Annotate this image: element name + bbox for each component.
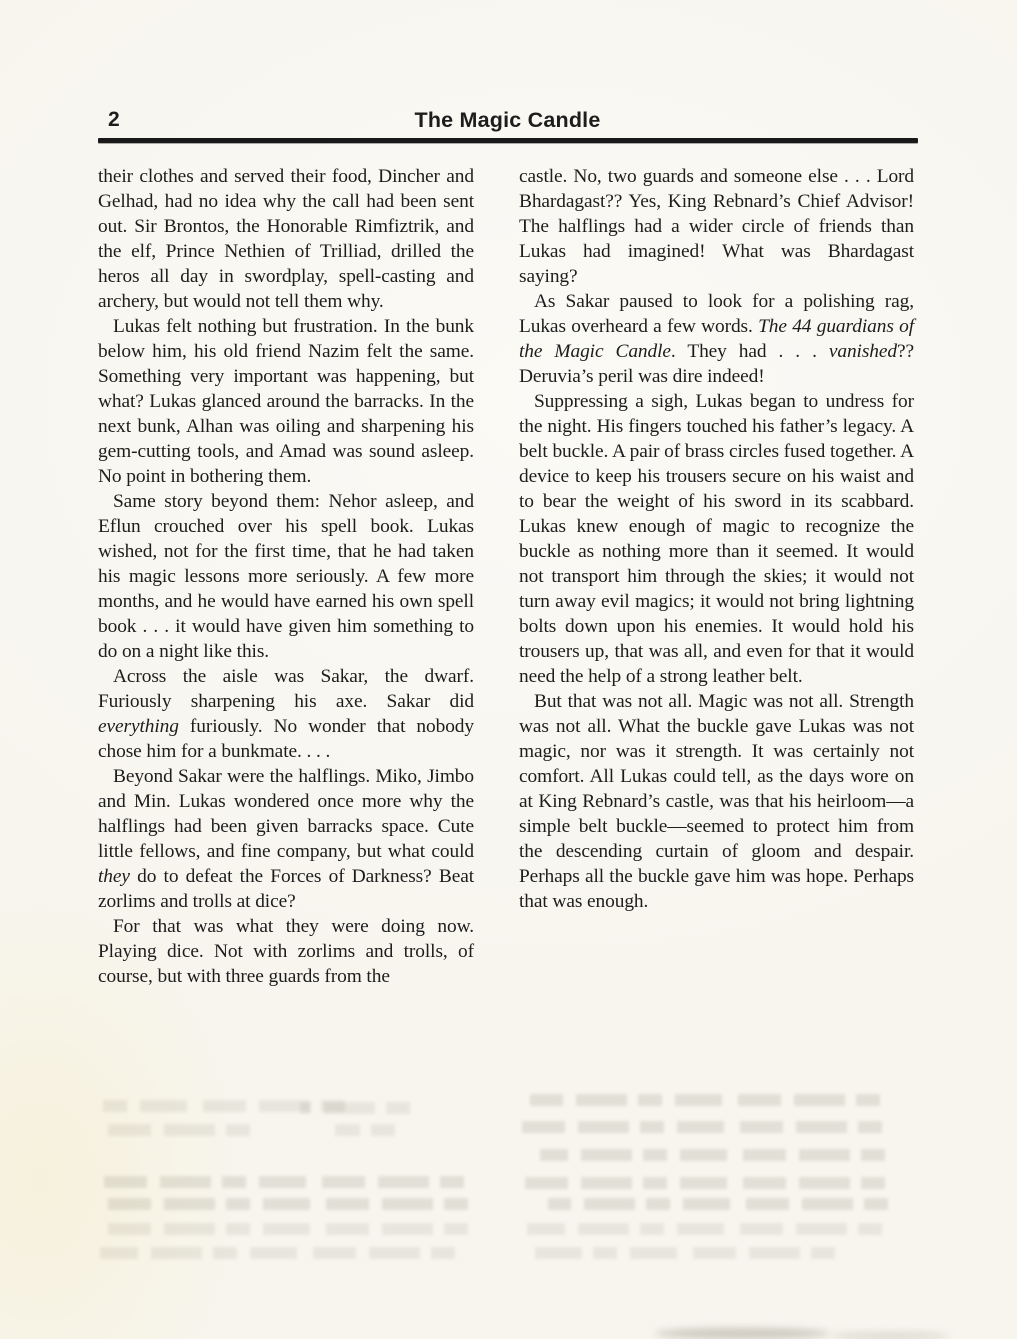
right-column (519, 164, 914, 989)
header-rule (98, 138, 918, 143)
scan-smudge (830, 1332, 950, 1339)
paragraph: Same story beyond them: Nehor asleep, and Eflun crouched over his spell book. Lukas wished, not for the first time, that he had taken his magic lessons more seriously. A few more months, and he would have earned his own spell book . . . it would have given him something to do on a night like this. (98, 491, 474, 662)
paragraph: But that was not all. Magic was not all. Strength was not all. What the buckle gave Lukas was not magic, nor was it strength. It was certainly not comfort. All Lukas could tell, as the days wore on at King Rebnard’s castle, was that his heirloom—a simple belt buckle—seemed to protect him from the descending curtain of gloom and despair. Perhaps all the buckle gave him was hope. Perhaps that was enough. (519, 691, 914, 912)
paragraph: their clothes and served their food, Dincher and Gelhad, had no idea why the call had been sent out. Sir Brontos, the Honorable Rimfiztrik, and the elf, Prince Nethien of Trilliad, drilled the heros all day in swordplay, spell-casting and archery, but would not tell them why. (98, 166, 474, 312)
paragraph: Suppressing a sigh, Lukas began to undress for the night. His fingers touched his father’s legacy. A belt buckle. A pair of brass circles fused together. A device to keep his trousers secure on his waist and to bear the weight of his sword in its scabbard. Lukas knew enough of magic to recognize the buckle as nothing more than it seemed. It would not transport him through the skies; it would not turn away evil magics; it would not bring lightning bolts down upon his enemies. It would hold his trousers up, that was all, and even for that it would need the help of a strong leather belt. (519, 391, 914, 687)
paragraph: Beyond Sakar were the halflings. Miko, Jimbo and Min. Lukas wondered once more why the halflings had been given barracks space. Cute little fellows, and fine company, but what could they do to defeat the Forces of Darkness? Beat zorlims and trolls at dice? (98, 766, 474, 912)
text-columns (98, 164, 914, 989)
page-number: 2 (108, 108, 120, 131)
paragraph: Lukas felt nothing but frustration. In the bunk below him, his old friend Nazim felt the same. Something very important was happening, but what? Lukas glanced around the barracks. In the next bunk, Alhan was oiling and sharpening his gem-cutting tools, and Amad was sound asleep. No point in bothering them. (98, 316, 474, 487)
paragraph: castle. No, two guards and someone else . . . Lord Bhardagast?? Yes, King Rebnard’s Chief Advisor! The halflings had a wider circle of friends than Lukas had imagined! What was Bhardagast saying? (519, 166, 914, 287)
scan-smudge (655, 1328, 830, 1339)
paragraph: As Sakar paused to look for a polishing rag, Lukas overheard a few words. The 44 guardians of the Magic Candle. They had . . . vanished?? Deruvia’s peril was dire indeed! (519, 291, 915, 387)
paragraph: Across the aisle was Sakar, the dwarf. Furiously sharpening his axe. Sakar did everything furiously. No wonder that nobody chose him for a bunkmate. . . . (98, 666, 474, 762)
left-column (98, 164, 474, 989)
paragraph: For that was what they were doing now. Playing dice. Not with zorlims and trolls, of course, but with three guards from the (98, 916, 474, 987)
page-title: The Magic Candle (414, 108, 601, 132)
